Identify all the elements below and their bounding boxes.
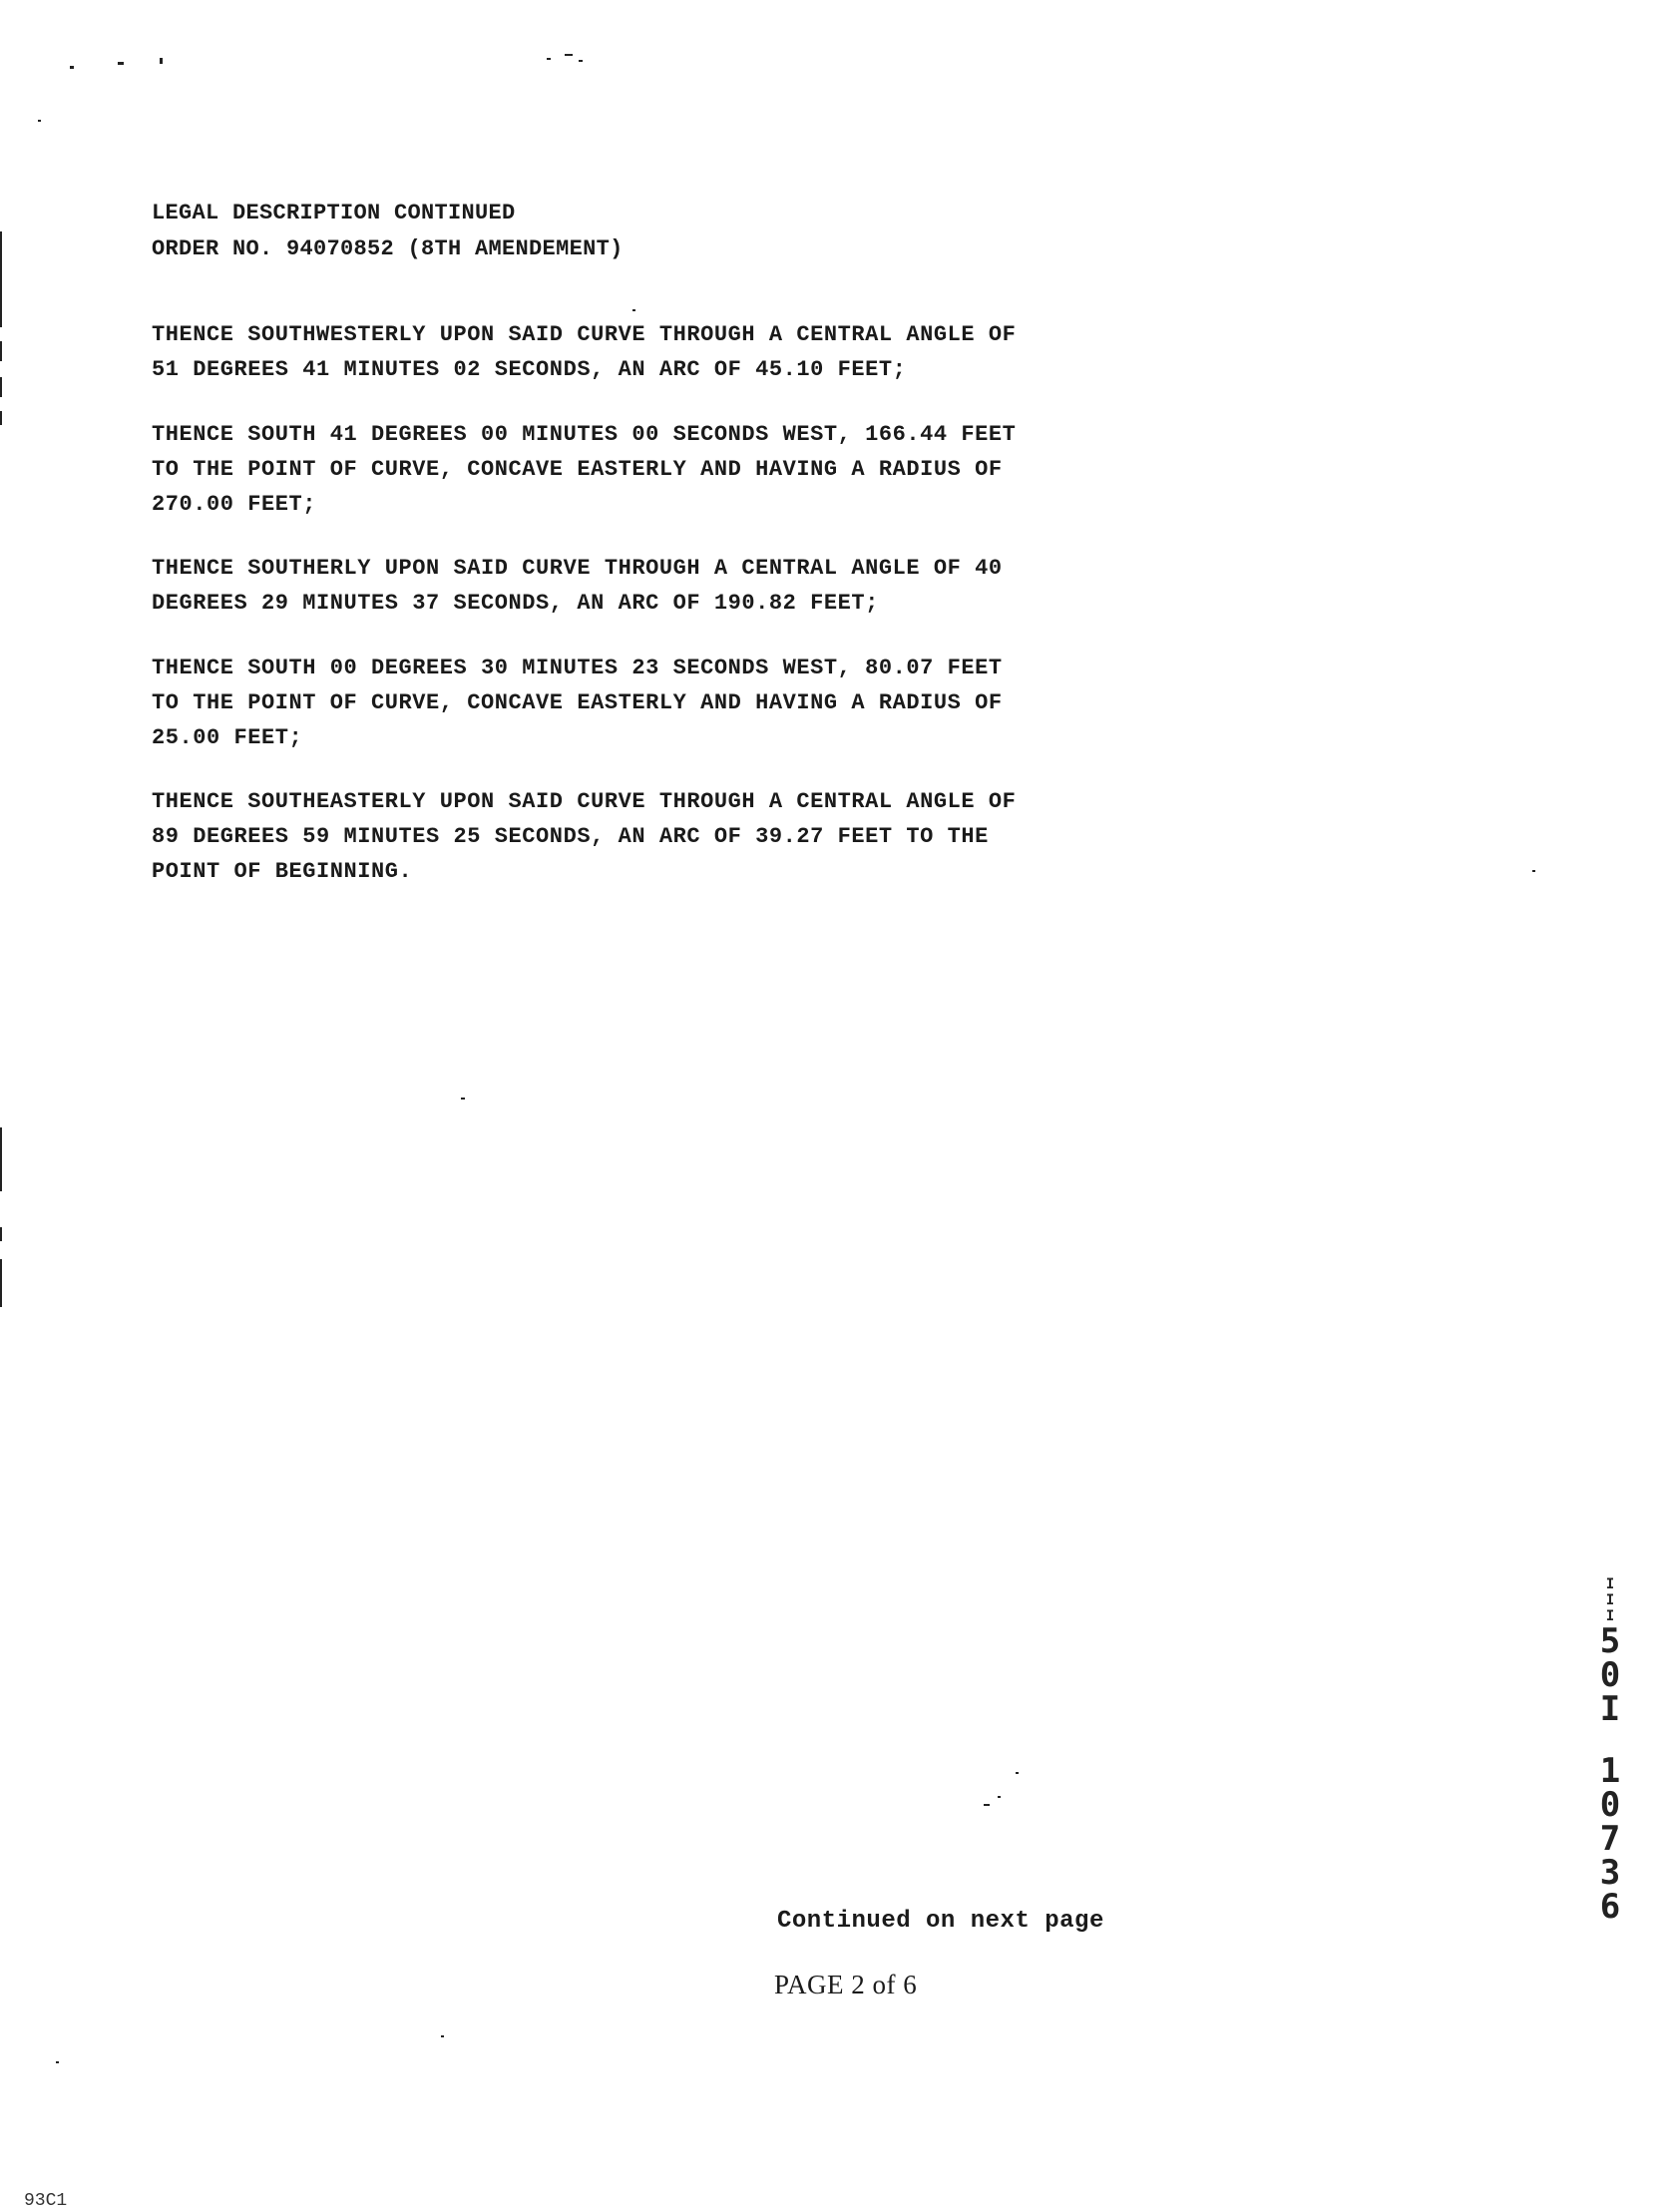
scan-edge-line xyxy=(0,1127,2,1191)
scan-edge-line xyxy=(0,231,2,327)
paragraph-1 xyxy=(152,317,1199,387)
scan-edge-line xyxy=(0,341,2,361)
scan-edge-line xyxy=(0,1259,2,1307)
header-line-1: LEGAL DESCRIPTION CONTINUED xyxy=(152,201,516,225)
stamp-char: I xyxy=(1599,1689,1621,1729)
scan-speck xyxy=(56,2061,59,2063)
scan-speck xyxy=(998,1796,1001,1798)
scan-speck xyxy=(118,62,124,65)
scan-speck xyxy=(38,120,41,122)
stamp-char: I xyxy=(1605,1592,1615,1608)
stamp-char: 0 xyxy=(1599,1785,1621,1825)
paragraph-line: THENCE SOUTH 41 DEGREES 00 MINUTES 00 SECONDS WEST, 166.44 FEET xyxy=(152,422,1017,447)
paragraph-line: POINT OF BEGINNING. xyxy=(152,859,413,884)
paragraph-line: THENCE SOUTHWESTERLY UPON SAID CURVE THROUGH A CENTRAL ANGLE OF xyxy=(152,322,1017,347)
paragraph-line: THENCE SOUTH 00 DEGREES 30 MINUTES 23 SECONDS WEST, 80.07 FEET xyxy=(152,656,1003,680)
paragraph-line: THENCE SOUTHERLY UPON SAID CURVE THROUGH A CENTRAL ANGLE OF 40 xyxy=(152,556,1003,581)
stamp-char: 3 xyxy=(1599,1853,1621,1893)
paragraph-3 xyxy=(152,551,1199,621)
paragraph-2 xyxy=(152,417,1199,522)
scan-speck xyxy=(565,54,573,56)
paragraph-line: TO THE POINT OF CURVE, CONCAVE EASTERLY AND HAVING A RADIUS OF xyxy=(152,457,1003,482)
paragraph-line: 25.00 FEET; xyxy=(152,725,303,750)
scan-speck xyxy=(1016,1772,1019,1774)
corner-text: 93C1 xyxy=(24,2191,68,2211)
stamp-char: 7 xyxy=(1599,1819,1621,1859)
paragraph-line: 270.00 FEET; xyxy=(152,492,317,517)
paragraph-4 xyxy=(152,651,1199,755)
paragraph-line: DEGREES 29 MINUTES 37 SECONDS, AN ARC OF 190.82 FEET; xyxy=(152,591,879,616)
stamp-char: 5 xyxy=(1599,1621,1621,1661)
continued-note: Continued on next page xyxy=(777,1908,1104,1935)
scan-speck xyxy=(70,66,74,69)
paragraph-line: 51 DEGREES 41 MINUTES 02 SECONDS, AN ARC OF 45.10 FEET; xyxy=(152,357,907,382)
scan-speck xyxy=(441,2035,444,2037)
page-number: PAGE 2 of 6 xyxy=(774,1970,918,1999)
stamp-char: 1 xyxy=(1599,1751,1621,1791)
scan-edge-line xyxy=(0,411,2,425)
stamp-char: I xyxy=(1605,1576,1615,1592)
scan-speck xyxy=(160,58,163,64)
scan-speck xyxy=(547,58,551,60)
header-line-2: ORDER NO. 94070852 (8TH AMENDEMENT) xyxy=(152,236,624,261)
stamp-char: I xyxy=(1605,1608,1615,1624)
stamp-char: 0 xyxy=(1599,1655,1621,1695)
scan-speck xyxy=(461,1098,465,1100)
stamp-char: 6 xyxy=(1599,1887,1621,1927)
paragraph-5 xyxy=(152,784,1199,889)
scan-speck xyxy=(1532,870,1535,872)
paragraph-line: 89 DEGREES 59 MINUTES 25 SECONDS, AN ARC OF 39.27 FEET TO THE xyxy=(152,824,989,849)
paragraph-line: THENCE SOUTHEASTERLY UPON SAID CURVE THROUGH A CENTRAL ANGLE OF xyxy=(152,789,1017,814)
scan-speck xyxy=(632,309,635,311)
scan-edge-line xyxy=(0,1227,2,1241)
side-document-stamp xyxy=(1592,1576,1628,1966)
scan-speck xyxy=(984,1804,990,1806)
paragraph-line: TO THE POINT OF CURVE, CONCAVE EASTERLY AND HAVING A RADIUS OF xyxy=(152,690,1003,715)
scan-edge-line xyxy=(0,377,2,397)
scan-speck xyxy=(579,60,583,62)
